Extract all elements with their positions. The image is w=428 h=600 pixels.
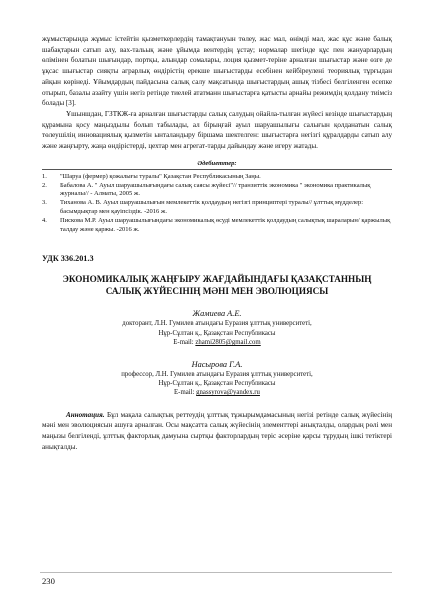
article-title-line-1: ЭКОНОМИКАЛЫҚ ЖАҢҒЫРУ ЖАҒДАЙЫНДАҒЫ ҚАЗАҚСТАННЫҢ: [62, 274, 372, 285]
references-list: [42, 173, 392, 235]
page-content: [42, 34, 392, 453]
author-affiliation: профессор, Л.Н. Гумилев атындағы Еуразия ұлттық университеті,: [121, 370, 313, 378]
article-title-line-2: САЛЫҚ ЖҮЙЕСІНІҢ МӘНІ МЕН ЭВОЛЮЦИЯСЫ: [105, 286, 329, 297]
udc-code: УДК 336.201.3: [42, 254, 94, 264]
page-number: 230: [42, 576, 55, 586]
email-prefix: E-mail:: [174, 389, 197, 397]
body-paragraph-1: жұмыстарында жұмыс істейтін қызметкерлердің тамақтануын төлеу, жас мал, өнімді мал, жас құс және балық шабақтарын сатып алу, вах-тальық және ұйымда вентердің ұстау; нормалар шегінде құс пен жануарлардың өлімінен болатын шығындар, портқы, алындар сомалары, лоция қызмет-терiне арналған шығыстар және өзге де ұқсас шығыстар сияқты аграрлық өндірістің ерекше шығыстарды есебінен кейбіреулені теориялық тұрғыдан айқын көрінеді. Ұйымдардың пайдасына салық салу мақсатында шығыстардың ашық тізбесі белгіленген есепке отырып, базалы азайту үшін негіз ретінде тиелей ататманн шығыстарға қатысты арнайы режимдің қолдану тиімсіз болады [3].: [42, 35, 392, 108]
author-location: Нұр-Сұлтан қ., Қазақстан Республикасы: [158, 329, 276, 337]
author-email-link[interactable]: gnassyrova@yandex.ru: [196, 389, 260, 397]
reference-item: [42, 199, 392, 217]
references-heading: Әдебиеттер:: [197, 159, 237, 167]
email-prefix: E-mail:: [173, 339, 196, 347]
reference-number: 4.: [42, 216, 47, 224]
author-email-link[interactable]: zhami2805@gmail.com: [195, 339, 261, 347]
author-email-line: [42, 338, 392, 347]
reference-number: 1.: [42, 172, 47, 180]
reference-text: "Шаруа (фермер) қожалығы туралы" Қазақстан Республикасының Заңы.: [60, 172, 261, 180]
reference-item: [42, 217, 392, 235]
reference-item: [42, 173, 392, 182]
author-name: Жамиева А.Е.: [192, 309, 242, 319]
references-divider: [42, 169, 392, 170]
reference-number: 3.: [42, 199, 47, 207]
body-paragraph-2: Ұшыншдан, ГЗТКЖ-ға арналған шығыстарды салық салудың ойайла-тылған жүйесі кезінде шығыстардың құрамына қосу маңыздылы болып табылады, ал бірыңғай ауыл шаруашылығы салығын қолданатын салық төлеушілің инновациялық қызметін ынталандыру біршама шектелген: шығыстарға негізгі құралдарды сатып алу және жаңғырту, жаңа өндірістерді, цехтар мен агрегат-тарды дайындау және игеру жатады.: [42, 109, 392, 151]
abstract-label: Аннотация.: [66, 410, 105, 419]
reference-number: 2.: [42, 181, 47, 189]
author-location: Нұр-Сұлтан қ., Қазақстан Республикасы: [158, 379, 276, 387]
author-name: Насырова Г.А.: [191, 359, 243, 369]
reference-text: Пискова М.Р. Ауыл шаруашылығындағы экономикалық өсуді мемлекеттік қолдаудың салықтық шараларын/ қаржылық талдау және қаржы. -2016 ж.: [60, 216, 391, 233]
author-email-line: [42, 388, 392, 397]
footer-divider: [40, 572, 392, 573]
abstract-paragraph: [42, 410, 392, 453]
abstract-text: Бұл мақала салықтық реттеудің ұлттық тұжырымдамасының негізі ретінде салық жүйесінің мәні мен эволюциясын ашуға арналған. Осы мақсатта салық жүйесінің элементтері анықталды, олардың рөлі мен маңызы белгіленді, ұлттық факторлық дамуына сыртқы факторлардың теріс әсеріне қарсы тұрудың ішкі тетіктері анықталды.: [42, 410, 392, 451]
reference-text: Бабалова А. " Ауыл шаруашылығындағы салық саясы жүйесі"// транзиттік экономика " экономика практикалық журналы// - Алматы, 2005 ж.: [60, 181, 371, 198]
author-affiliation: докторант, Л.Н. Гумилев атындағы Еуразия ұлттық университеті,: [122, 320, 312, 328]
reference-text: Тиханова А. В. Ауыл шаруашылығын мемлекеттік қолдаудың негізгі принциптері туралы// ұлттық мүдделер: басымдықтар мен қауіпсіздік. -2016 ж.: [60, 199, 364, 215]
reference-item: [42, 182, 392, 200]
